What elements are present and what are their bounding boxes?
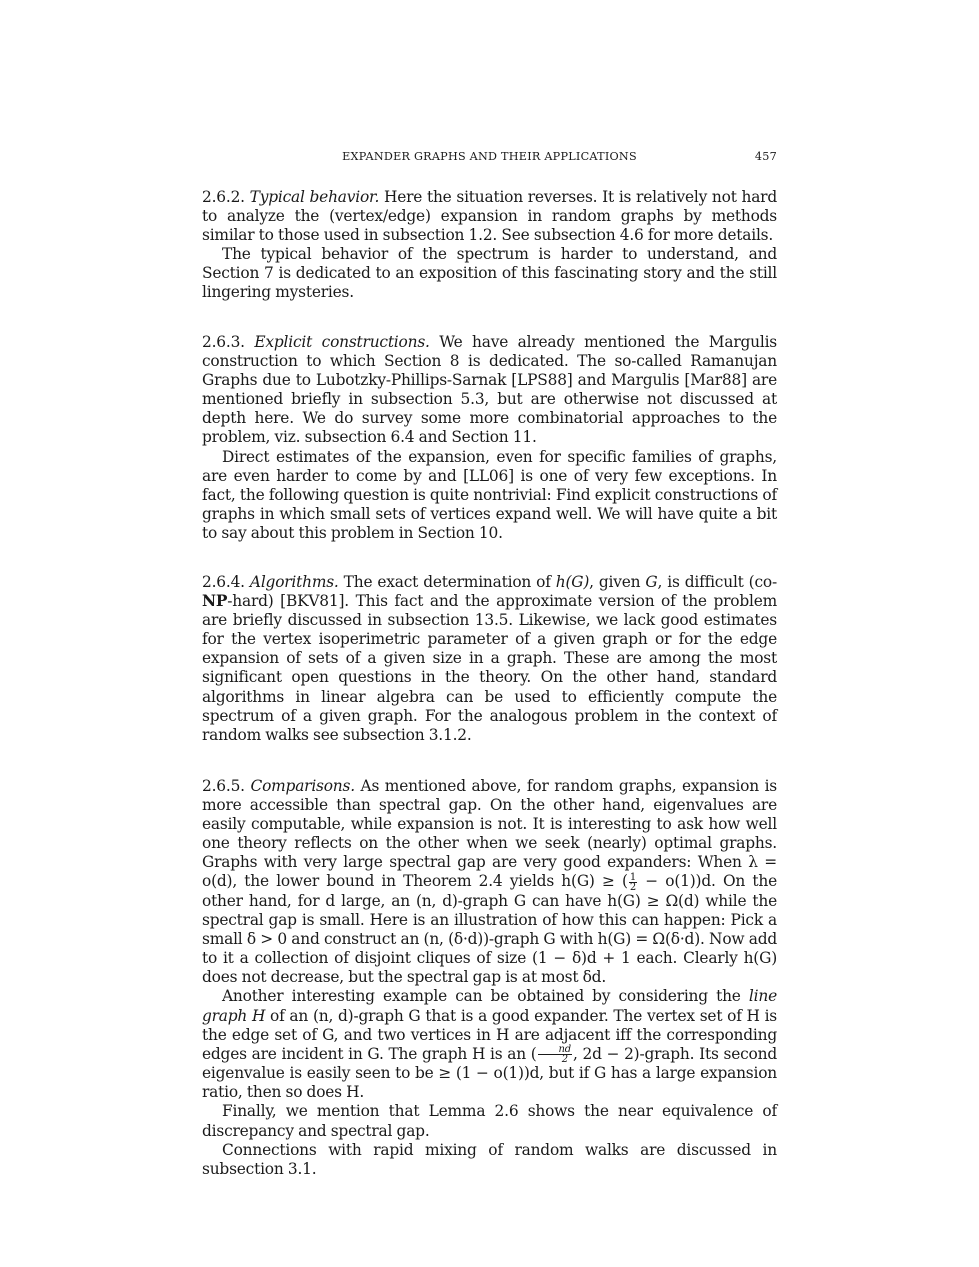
emphasis: line graph H <box>202 987 777 1025</box>
paragraph <box>202 188 777 245</box>
running-title: EXPANDER GRAPHS AND THEIR APPLICATIONS <box>342 150 637 163</box>
paragraph-text: The exact determination of <box>338 573 556 591</box>
running-header <box>202 150 777 170</box>
section-heading: Comparisons. <box>250 777 355 795</box>
section-2-6-3 <box>202 333 777 543</box>
section-number: 2.6.2. <box>202 188 245 206</box>
page-body <box>202 150 777 1178</box>
section-number: 2.6.4. <box>202 573 245 591</box>
paragraph <box>202 777 777 987</box>
paragraph-text: , is difficult (co- <box>657 573 777 591</box>
complexity-class: NP <box>202 592 228 611</box>
section-number: 2.6.5. <box>202 777 245 795</box>
paragraph: The typical behavior of the spectrum is harder to understand, and Section 7 is dedicated to an exposition of this fascinating story and the still lingering mysteries. <box>202 245 777 302</box>
section-2-6-2 <box>202 188 777 303</box>
section-number: 2.6.3. <box>202 333 245 351</box>
page-number: 457 <box>754 150 777 163</box>
section-2-6-5 <box>202 777 777 1179</box>
paragraph <box>202 573 777 745</box>
paragraph <box>202 987 777 1102</box>
section-heading: Typical behavior. <box>249 188 380 206</box>
paragraph-text: , given <box>589 573 646 591</box>
section-heading: Algorithms. <box>249 573 339 591</box>
paragraph-text: -hard) [BKV81]. This fact and the approximate version of the problem are briefly discussed in subsection 13.5. Likewise, we lack good estimates for the vertex isoperimetric parameter of a given graph or for the edge expansion of sets of a given size in a graph. These are among the most significant open questions in the theory. On the other hand, standard algorithms in linear algebra can be used to efficiently compute the spectrum of a given graph. For the analogous problem in the context of random walks see subsection 3.1.2. <box>202 592 777 744</box>
paragraph-text: Here the situation reverses. It is relatively not hard to analyze the (vertex/edge) expansion in random graphs by methods similar to those used in subsection 1.2. See subsection 4.6 for more details. <box>202 188 777 245</box>
paragraph-text: , 2d − 2)-graph. Its second eigenvalue is easily seen to be ≥ (1 − o(1))d, but if G has a large expansion ratio, then so does H. <box>202 1044 777 1102</box>
math-inline: G <box>645 573 658 591</box>
paragraph <box>202 333 777 448</box>
section-2-6-4 <box>202 573 777 745</box>
fraction-numerator: 1 <box>629 871 636 883</box>
paragraph-text: − o(1))d. On the other hand, for d large, an (n, d)-graph G can have h(G) ≥ Ω(d) while the spectral gap is small. Here is an illustration of how this can happen: Pick a small δ > 0 and construct an (n, (δ·d))-graph G with h(G) = Ω(δ·d). Now add to it a collection of disjoint cliques of size (1 − δ)d + 1 each. Clearly h(G) does not decrease, but the spectral gap is at most δd. <box>202 872 777 987</box>
paragraph-text: We have already mentioned the Margulis construction to which Section 8 is dedicated. The so-called Ramanujan Graphs due to Lubotzky-Phillips-Sarnak [LPS88] and Margulis [Mar88] are mentioned briefly in subsection 5.3, but are otherwise not discussed at depth here. We do survey some more combinatorial approaches to the problem, viz. subsection 6.4 and Section 11. <box>202 333 777 447</box>
fraction <box>629 873 637 892</box>
paragraph-text: of an (n, d)-graph G that is a good expander. The vertex set of H is the edge set of G, and two vertices in H are adjacent iff the corresponding edges are incident in G. The graph H is an ( <box>202 1006 777 1063</box>
paragraph-text: Another interesting example can be obtained by considering the <box>222 987 749 1006</box>
math-inline: h(G) <box>555 573 590 591</box>
fraction-numerator: nd <box>538 1045 572 1055</box>
paragraph: Direct estimates of the expansion, even for specific families of graphs, are even harder to come by and [LL06] is one of very few exceptions. In fact, the following question is quite nontrivial: Find explicit constructions of graphs in which small sets of vertices expand well. We will have quite a bit to say about this problem in Section 10. <box>202 447 777 542</box>
paragraph-text: As mentioned above, for random graphs, expansion is more accessible than spectral gap. On the other hand, eigenvalues are easily computable, while expansion is not. It is interesting to ask how well one theory reflects on the other when we seek (nearly) optimal graphs. Graphs with very large spectral gap are very good expanders: When λ = o(d), the lower bound in Theorem 2.4 yields h(G) ≥ ( <box>202 777 777 891</box>
paragraph: Finally, we mention that Lemma 2.6 shows the near equivalence of discrepancy and spectral gap. <box>202 1102 777 1140</box>
section-heading: Explicit constructions. <box>254 333 430 351</box>
fraction <box>538 1045 572 1064</box>
fraction-denominator: 2 <box>561 1054 568 1066</box>
paragraph: Connections with rapid mixing of random walks are discussed in subsection 3.1. <box>202 1140 777 1178</box>
fraction-denominator: 2 <box>629 881 636 893</box>
